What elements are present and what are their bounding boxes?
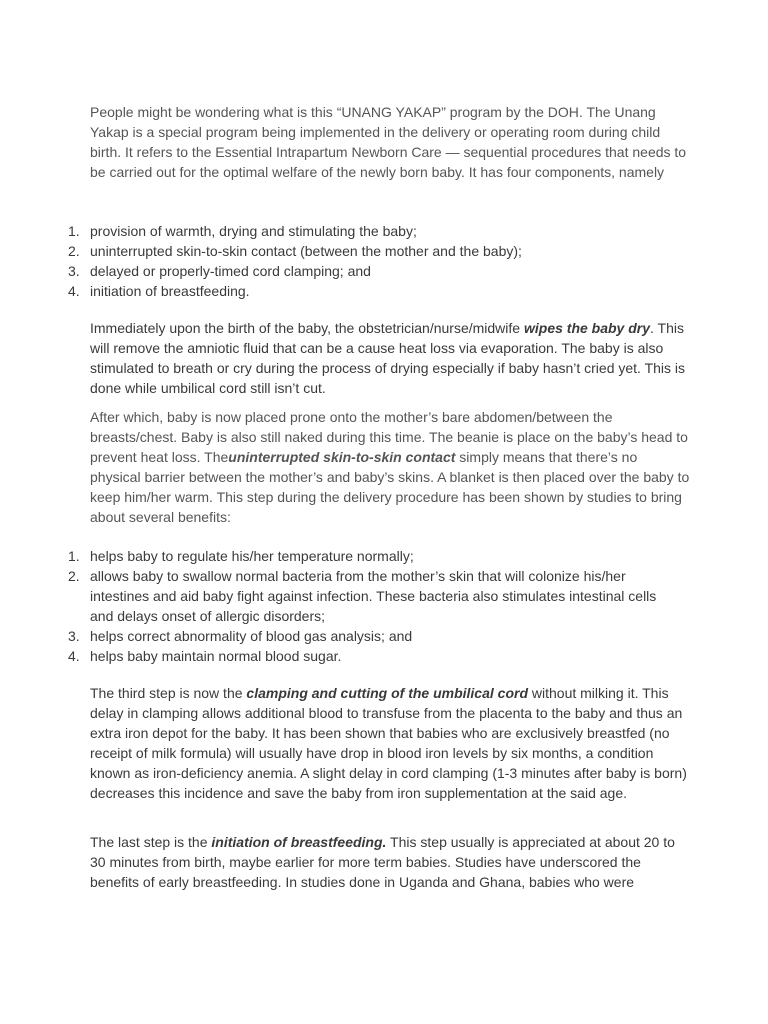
- list-number: 2.: [68, 243, 80, 259]
- components-list: [0, 221, 700, 301]
- step3-text: The third step is now the: [90, 685, 247, 701]
- list-text: helps baby to regulate his/her temperature normally;: [90, 548, 414, 564]
- step4-text: The last step is the: [90, 834, 212, 850]
- step3-emphasis: clamping and cutting of the umbilical cord: [246, 685, 528, 701]
- step1-text-rest: . This will remove the amniotic fluid that can be a cause heat loss via evaporation. The baby is also stimulated to breath or cry during the process of drying especially if baby hasn’t cried yet. This is done while umbilical cord still isn’t cut.: [90, 320, 686, 396]
- list-number: 4.: [68, 283, 80, 299]
- list-number: 1.: [68, 548, 80, 564]
- step4-emphasis: initiation of breastfeeding.: [211, 834, 387, 850]
- list-number: 3.: [68, 628, 80, 644]
- list-number: 4.: [68, 648, 80, 664]
- list-text: helps baby maintain normal blood sugar.: [90, 648, 342, 664]
- step4-text-rest: This step usually is appreciated at about 20 to 30 minutes from birth, maybe earlier for more term babies. Studies have underscored the benefits of early breastfeeding. In studies done in Uganda and Ghana, babies who were: [90, 834, 675, 890]
- list-item: [0, 261, 680, 281]
- list-text: helps correct abnormality of blood gas analysis; and: [90, 628, 413, 644]
- step4-paragraph: [90, 832, 690, 892]
- list-text: delayed or properly-timed cord clamping; and: [90, 263, 371, 279]
- list-item: [0, 626, 680, 646]
- list-text: uninterrupted skin-to-skin contact (between the mother and the baby);: [90, 243, 522, 259]
- list-text: provision of warmth, drying and stimulating the baby;: [90, 223, 417, 239]
- step2-text: After which, baby is now placed prone onto the mother’s bare abdomen/between the breasts/chest. Baby is also still naked during this time. The beanie is place on the baby’s head to prevent heat loss. The: [90, 409, 688, 465]
- list-number: 3.: [68, 263, 80, 279]
- list-item: [0, 566, 680, 626]
- step1-paragraph: [90, 318, 690, 398]
- step1-text: Immediately upon the birth of the baby, the obstetrician/nurse/midwife: [90, 320, 524, 336]
- step2-emphasis: uninterrupted skin-to-skin contact: [228, 449, 456, 465]
- step2-paragraph: [90, 407, 690, 527]
- step3-text-rest: without milking it. This delay in clamping allows additional blood to transfuse from the placenta to the baby and thus an extra iron depot for the baby. It has been shown that babies who are exclusively breastfed (no receipt of milk formula) will usually have drop in blood iron levels by six months, a condition known as iron-deficiency anemia. A slight delay in cord clamping (1-3 minutes after baby is born) decreases this incidence and save the baby from iron supplementation at the said age.: [90, 685, 687, 801]
- list-item: [0, 221, 680, 241]
- list-number: 2.: [68, 568, 80, 584]
- step2-text-rest: simply means that there’s no physical barrier between the mother’s and baby’s skins. A blanket is then placed over the baby to keep him/her warm. This step during the delivery procedure has been shown by studies to bring about several benefits:: [90, 449, 690, 525]
- list-number: 1.: [68, 223, 80, 239]
- list-item: [0, 241, 680, 261]
- step1-emphasis: wipes the baby dry: [523, 320, 651, 336]
- list-item: [0, 646, 680, 666]
- list-text: initiation of breastfeeding.: [90, 283, 250, 299]
- intro-paragraph: People might be wondering what is this “UNANG YAKAP” program by the DOH. The Unang Yakap is a special program being implemented in the delivery or operating room during child birth. It refers to the Essential Intrapartum Newborn Care — sequential procedures that needs to be carried out for the optimal welfare of the newly born baby. It has four components, namely: [90, 104, 687, 180]
- list-item: [0, 281, 680, 301]
- step3-paragraph: [90, 683, 690, 803]
- list-text: allows baby to swallow normal bacteria from the mother’s skin that will colonize his/her intestines and aid baby fight against infection. These bacteria also stimulates intestinal cells and delays onset of allergic disorders;: [90, 568, 657, 624]
- benefits-list: [0, 546, 700, 666]
- list-item: [0, 546, 680, 566]
